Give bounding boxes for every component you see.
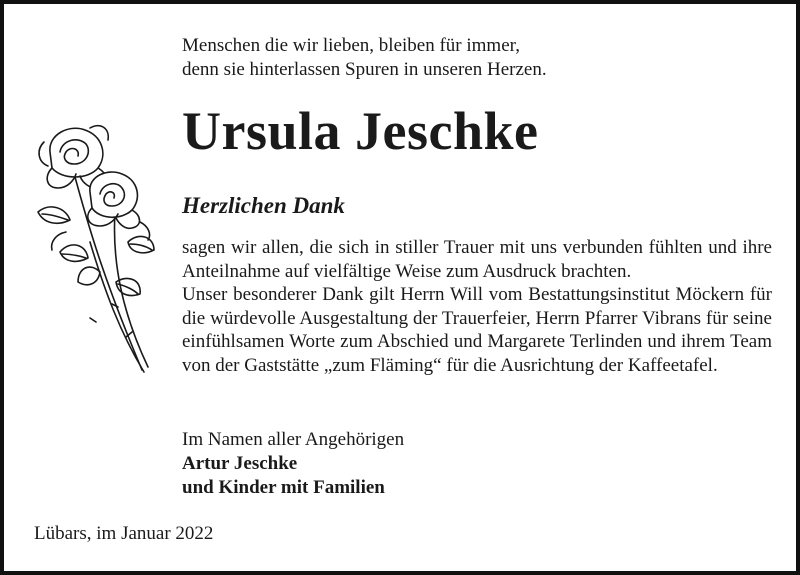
quote-line-2: denn sie hinterlassen Spuren in unseren Herzen.: [182, 59, 547, 80]
signature-block: [182, 428, 404, 500]
signature-family: und Kinder mit Familien: [182, 477, 385, 498]
place-date: Lübars, im Januar 2022: [34, 523, 214, 544]
signature-name: Artur Jeschke: [182, 453, 298, 474]
quote-line-1: Menschen die wir lieben, bleiben für immer,: [182, 35, 520, 56]
roses-icon: [30, 122, 160, 377]
thanks-text: [182, 236, 772, 378]
thanks-heading: Herzlichen Dank: [182, 193, 345, 218]
memorial-quote: [182, 34, 547, 82]
body-paragraph-1: sagen wir allen, die sich in stiller Trauer mit uns verbunden fühlten und ihre Anteilnahme auf vielfältige Weise zum Ausdruck brachten.: [182, 237, 772, 282]
body-paragraph-2: Unser besonderer Dank gilt Herrn Will vom Bestattungsinstitut Möckern für die würdevolle Ausgestaltung der Trauerfeier, Herrn Pfarrer Vibrans für seine einfühlsamen Worte zum Abschied und Margarete Terlinden und ihrem Team von der Gaststätte „zum Fläming“ für die Ausrichtung der Kaffeetafel.: [182, 284, 772, 376]
signature-intro: Im Namen aller Angehörigen: [182, 429, 405, 450]
deceased-name: Ursula Jeschke: [182, 101, 539, 161]
